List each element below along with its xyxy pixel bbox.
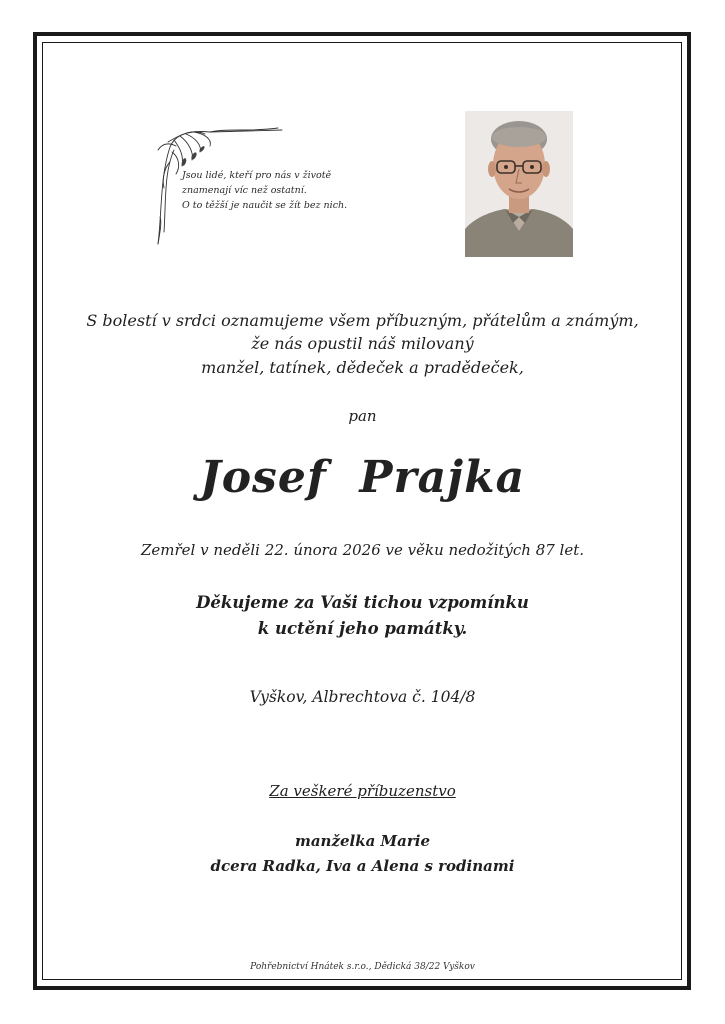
announcement-line-3: manžel, tatínek, dědeček a pradědeček, <box>201 358 524 377</box>
memorial-verse <box>182 168 347 213</box>
verse-line-2: znamenají víc než ostatní. <box>182 185 307 196</box>
verse-line-3: O to těžší je naučit se žít bez nich. <box>182 200 348 211</box>
thanks-line-2: k uctění jeho památky. <box>257 619 468 638</box>
announcement-line-2: že nás opustil náš milovaný <box>251 334 474 353</box>
funeral-service-footer: Pohřebnictví Hnátek s.r.o., Dědická 38/22 Vyškov <box>250 962 475 972</box>
death-notice: Zemřel v neděli 22. února 2026 ve věku nedožitých 87 let. <box>140 541 585 559</box>
address: Vyškov, Albrechtova č. 104/8 <box>249 688 476 706</box>
family-header: Za veškeré příbuzenstvo <box>269 782 456 800</box>
deceased-name: Josef Prajka <box>199 452 526 503</box>
family-line-2: dcera Radka, Iva a Alena s rodinami <box>210 857 515 875</box>
portrait-photo <box>465 111 573 257</box>
family-line-1: manželka Marie <box>294 832 431 850</box>
verse-line-1: Jsou lidé, kteří pro nás v životě <box>182 170 332 181</box>
salutation: pan <box>348 407 377 425</box>
thanks-line-1: Děkujeme za Vaši tichou vzpomínku <box>196 593 529 612</box>
announcement-line-1: S bolestí v srdci oznamujeme všem příbuzným, přátelům a známým, <box>86 311 639 330</box>
